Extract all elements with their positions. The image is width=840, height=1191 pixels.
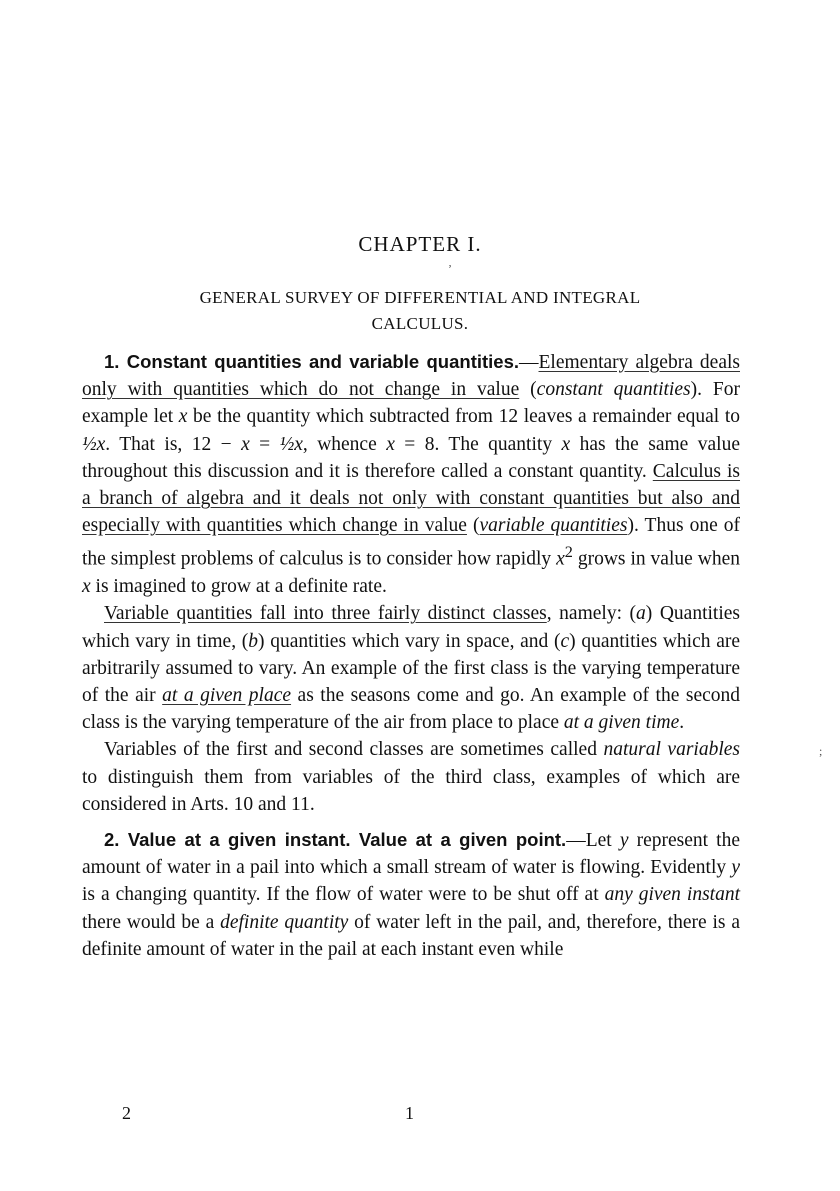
text-run: be the quantity which subtracted from 12 leaves a remainder equal to <box>187 406 740 428</box>
text-run: . That is, 12 − <box>105 433 242 455</box>
paragraph-1 <box>82 348 740 600</box>
math-variable: x <box>82 576 91 598</box>
math-variable: y <box>619 829 629 851</box>
pencil-tick-mark: ʼ <box>448 262 452 276</box>
paragraph-4 <box>82 826 740 963</box>
page-number: 1 <box>405 1103 414 1123</box>
italic-term: natural variables <box>603 739 741 761</box>
text-run: Variables of the first and second classes are sometimes called <box>104 739 604 761</box>
math-expression: ½x <box>279 433 303 455</box>
math-expression: ½x <box>82 433 106 455</box>
signature-mark: 2 <box>122 1103 131 1123</box>
subtitle-line-2: CALCULUS. <box>371 314 469 333</box>
paragraph-2 <box>82 600 740 736</box>
text-run: = 8. The quantity <box>394 433 562 455</box>
math-variable: y <box>731 857 740 879</box>
text-run: ( <box>466 515 480 537</box>
italic-letter: c <box>560 630 570 652</box>
text-run: ). For example let <box>82 379 740 428</box>
math-variable: x <box>241 433 250 455</box>
italic-term: definite quantity <box>220 911 349 933</box>
text-run: —Let <box>566 829 620 851</box>
italic-term: at a given place <box>162 684 292 706</box>
text-run: is a changing quantity. If the flow of water were to be shut off at <box>82 884 605 906</box>
text-run: ) Quantities which vary in time, ( <box>82 603 740 652</box>
text-run: , namely: ( <box>546 603 637 625</box>
math-variable: x <box>386 433 395 455</box>
text-run: ( <box>519 379 537 401</box>
text-run: as the seasons come and go. An example of the second class is the varying temperature of the air from place to place <box>82 684 740 734</box>
text-run: grows in value when <box>572 548 740 570</box>
section-1-heading: 1. Constant quantities and variable quantities. <box>104 351 520 372</box>
text-run: to distinguish them from variables of the third class, examples of which are considered in Arts. 10 and 11. <box>82 766 740 815</box>
math-variable: x <box>178 406 188 428</box>
text-run: ) quantities which are arbitrarily assumed to vary. An example of the first class is the varying temperature of the air <box>82 630 741 706</box>
underlined-text: Variable quantities fall into three fairly distinct classes <box>104 603 547 625</box>
page-footer <box>0 1103 840 1127</box>
underlined-text: Elementary algebra deals only with quantities which do not change in value <box>82 352 740 401</box>
margin-pencil-mark: ; <box>819 744 823 758</box>
text-run: ). Thus one of the simplest problems of calculus is to consider how rapidly <box>82 515 741 570</box>
paragraph-3 <box>82 736 740 818</box>
text-run: = <box>249 433 280 455</box>
text-run: — <box>519 352 539 373</box>
italic-letter: b <box>248 630 259 652</box>
math-variable: x <box>556 548 565 570</box>
text-run: . <box>679 712 685 734</box>
body-text <box>82 348 740 963</box>
section-2-heading: 2. Value at a given instant. Value at a given point. <box>104 828 567 850</box>
text-run: there would be a <box>82 911 221 933</box>
text-run: ) quantities which vary in space, and ( <box>258 630 561 652</box>
chapter-subtitle <box>80 285 760 337</box>
underlined-text: Calculus is a branch of algebra and it deals not only with constant quantities but also and especially with quantities which change in value <box>82 460 741 537</box>
italic-term: variable quantities <box>479 515 628 537</box>
text-run: , whence <box>302 433 387 455</box>
chapter-title: CHAPTER I. <box>358 232 482 256</box>
italic-term: any given instant <box>604 884 740 906</box>
italic-letter: a <box>636 603 646 625</box>
italic-term: constant quantities <box>536 379 691 401</box>
text-run: is imagined to grow at a definite rate. <box>90 576 387 598</box>
text-run: represent the amount of water in a pail into which a small stream of water is flowing. Evidently <box>82 829 740 879</box>
math-variable: x <box>561 433 571 455</box>
text-run: has the same value throughout this discussion and it is therefore called a constant quantity. <box>82 433 740 482</box>
italic-term: at a given time <box>563 712 680 734</box>
subtitle-line-1: GENERAL SURVEY OF DIFFERENTIAL AND INTEGRAL <box>199 288 641 307</box>
text-run: of water left in the pail, and, therefore, there is a definite amount of water in the pail at each instant even while <box>82 911 740 960</box>
superscript: 2 <box>564 543 573 562</box>
